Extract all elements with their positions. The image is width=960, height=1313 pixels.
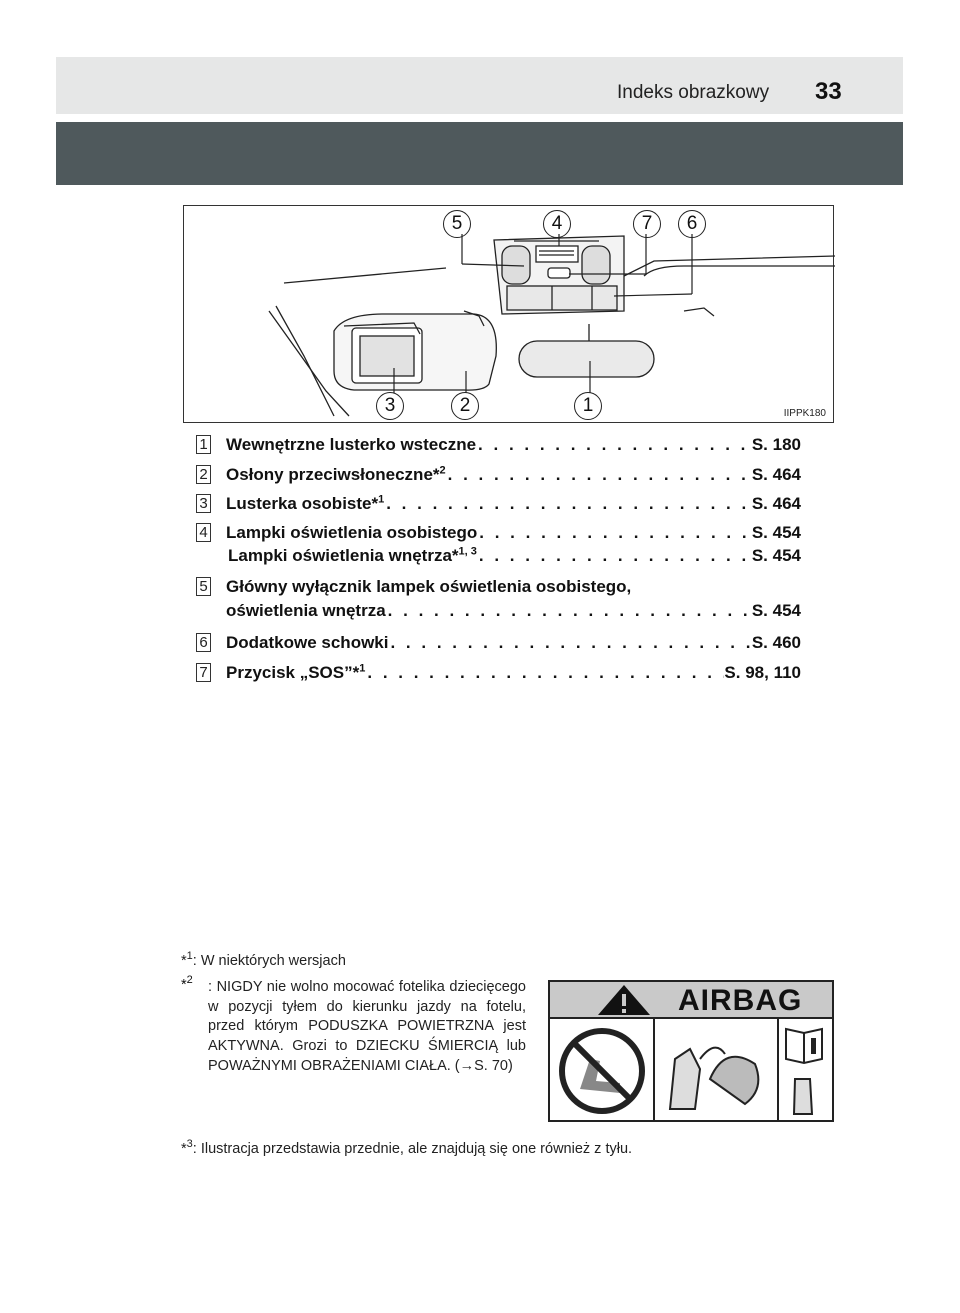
interior-illustration <box>183 205 834 423</box>
vanity-mirror <box>360 336 414 376</box>
warning-triangle-icon <box>594 983 654 1017</box>
read-manual-icon <box>786 1029 822 1114</box>
airbag-warning-label <box>548 980 834 1122</box>
item-footnote-mark: 1 <box>359 662 366 675</box>
item-number: 3 <box>196 494 211 513</box>
item-number: 7 <box>196 663 211 682</box>
item-label: Lampki oświetlenia osobistego <box>226 523 478 542</box>
callout-2: 2 <box>451 392 479 420</box>
item-page-ref[interactable]: S. 464 <box>751 465 801 484</box>
footnote-3-text: : Ilustracja przedstawia przednie, ale znajdują się one również z tyłu. <box>192 1141 633 1157</box>
interior-drawing <box>184 206 835 424</box>
item-page-ref[interactable]: S. 98, 110 <box>724 663 801 682</box>
callout-1: 1 <box>574 392 602 420</box>
item-label: Dodatkowe schowki <box>226 633 389 652</box>
main-switch <box>548 268 570 278</box>
item-number: 2 <box>196 465 211 484</box>
callout-5: 5 <box>443 210 471 238</box>
footnote-3: *$^3$: Ilustracja przedstawia przednie, ale znajdują się one również z tyłu. <box>181 1138 633 1157</box>
item-page-ref[interactable]: S. 460 <box>751 633 801 652</box>
callout-3: 3 <box>376 392 404 420</box>
footnote-1-mark: 1 <box>186 950 193 963</box>
item-footnote-mark: 1, 3 <box>458 545 477 558</box>
footnote-2-marker: *$^2$ <box>181 974 193 993</box>
item-number: 4 <box>196 523 211 542</box>
airbag-title: AIRBAG <box>678 984 803 1017</box>
item-page-ref[interactable]: S. 454 <box>751 523 801 542</box>
lamp-right <box>582 246 610 284</box>
airbag-pictograms <box>550 1019 832 1120</box>
item-footnote-mark: 1 <box>378 493 385 506</box>
item-label: oświetlenia wnętrza <box>226 601 386 620</box>
footnote-3-mark: 3 <box>186 1138 193 1151</box>
item-label: Osłony przeciwsłoneczne* <box>226 465 440 484</box>
footnote-2-mark: 2 <box>186 974 193 987</box>
callout-6: 6 <box>678 210 706 238</box>
section-band <box>56 122 903 185</box>
item-page-ref[interactable]: S. 454 <box>751 601 801 620</box>
footnote-2-text: : NIGDY nie wolno mocować fotelika dziecięcego w pozycji tyłem do kierunku jazdy na fotelu, przed którym PODUSZKA POWIETRZNA jest AKTYWNA. Grozi to DZIECKU ŚMIERCIĄ lub POWAŻNYMI OBRAŻENIAMI CIAŁA. (→S. 70) <box>208 979 526 1074</box>
headliner-edge-line <box>284 268 446 283</box>
footnote-1: *$^1$: W niektórych wersjach <box>181 950 346 969</box>
item-number: 6 <box>196 633 211 652</box>
item-page-ref[interactable]: S. 180 <box>751 435 801 454</box>
item-footnote-mark: 2 <box>439 464 446 477</box>
airbag-deploy-icon <box>670 1048 758 1109</box>
item-number: 5 <box>196 577 211 596</box>
overhead-storage <box>507 286 617 310</box>
airbag-label-header <box>550 982 832 1019</box>
item-page-ref[interactable]: S. 464 <box>751 494 801 513</box>
item-number: 1 <box>196 435 211 454</box>
item-label: Przycisk „SOS”* <box>226 663 360 682</box>
callout-7: 7 <box>633 210 661 238</box>
item-label-line1: Główny wyłącznik lampek oświetlenia osobistego, <box>226 577 632 596</box>
header-bar <box>56 57 903 114</box>
item-sub-page-ref[interactable]: S. 454 <box>751 546 801 565</box>
figure-code: IIPPK180 <box>783 408 826 419</box>
footnote-1-text: : W niektórych wersjach <box>192 953 346 969</box>
callout-4: 4 <box>543 210 571 238</box>
item-label: Lusterka osobiste* <box>226 494 379 513</box>
item-sub-label: Lampki oświetlenia wnętrza* <box>228 546 459 565</box>
rearview-mirror <box>519 341 654 377</box>
page-number: 33 <box>815 78 842 105</box>
header-title: Indeks obrazkowy <box>617 82 770 103</box>
no-child-seat-icon <box>562 1031 642 1111</box>
item-label: Wewnętrzne lusterko wsteczne <box>226 435 477 454</box>
